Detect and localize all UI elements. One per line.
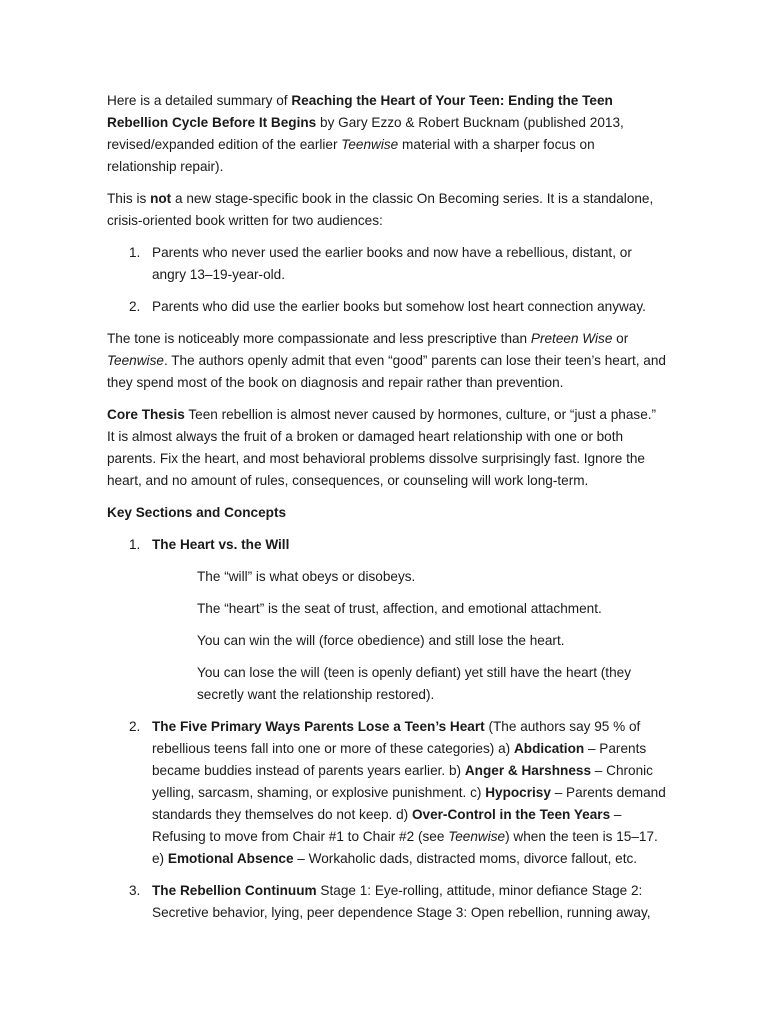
category-label: Over-Control in the Teen Years bbox=[411, 807, 611, 822]
list-number: 2. bbox=[129, 719, 141, 734]
section-rebellion-continuum bbox=[107, 880, 667, 924]
category-label: Emotional Absence bbox=[167, 851, 294, 866]
sub-points bbox=[152, 566, 667, 706]
para3-or: or bbox=[612, 331, 629, 346]
list-number: 1. bbox=[129, 537, 141, 552]
book-title: Reaching the Heart of Your Teen: Ending the Teen Rebellion Cycle Before It Begins bbox=[107, 93, 613, 130]
list-item bbox=[107, 296, 667, 318]
intro-mid: by Gary Ezzo & Robert Bucknam (published 2013, revised/expanded edition of the earlier bbox=[107, 115, 624, 152]
sub-point: You can lose the will (teen is openly defiant) yet still have the heart (they secretly want the relationship restored). bbox=[197, 665, 631, 702]
sub-point: The “will” is what obeys or disobeys. bbox=[197, 569, 416, 584]
list-number: 3. bbox=[129, 883, 141, 898]
core-thesis-label: Core Thesis bbox=[107, 407, 185, 422]
sections-list bbox=[107, 534, 667, 924]
intro-prefix: Here is a detailed summary of bbox=[107, 93, 292, 108]
section-title: The Rebellion Continuum bbox=[152, 883, 317, 898]
teenwise-title: Teenwise bbox=[341, 137, 399, 152]
preteen-wise-title: Preteen Wise bbox=[530, 331, 613, 346]
core-thesis-paragraph bbox=[107, 404, 667, 492]
category-text: – Workaholic dads, distracted moms, divorce fallout, etc. bbox=[293, 851, 638, 866]
not-emphasis: not bbox=[150, 191, 172, 206]
category-text: – Refusing to move from Chair #1 to Chair #2 (see bbox=[152, 807, 622, 844]
section-intro: (The authors say 95 % of rebellious teens fall into one or more of these categories) a) bbox=[152, 719, 641, 756]
sub-point: You can win the will (force obedience) and still lose the heart. bbox=[197, 633, 565, 648]
category-text: – Parents became buddies instead of parents years earlier. b) bbox=[152, 741, 647, 778]
category-text: ) when the teen is 15–17. e) bbox=[152, 829, 658, 866]
para2-prefix: This is bbox=[107, 191, 151, 206]
list-item bbox=[107, 242, 667, 286]
para3-prefix: The tone is noticeably more compassionate and less prescriptive than bbox=[107, 331, 531, 346]
category-label: Anger & Harshness bbox=[464, 763, 592, 778]
teenwise-title: Teenwise bbox=[107, 353, 164, 368]
category-label: Hypocrisy bbox=[485, 785, 551, 800]
section-heart-vs-will bbox=[107, 534, 667, 706]
para3-suffix: . The authors openly admit that even “good” parents can lose their teen’s heart, and they spend most of the book on diagnosis and repair rather than prevention. bbox=[107, 353, 666, 390]
core-thesis-text: Teen rebellion is almost never caused by hormones, culture, or “just a phase.” It is almost always the fruit of a broken or damaged heart relationship with one or both parents. Fix the heart, and most behavioral problems dissolve surprisingly fast. Ignore the heart, and no amount of rules, consequences, or counseling will work long-term. bbox=[107, 407, 657, 488]
list-number: 2. bbox=[129, 299, 141, 314]
category-text: – Parents demand standards they themselves do not keep. d) bbox=[152, 785, 666, 822]
audience-paragraph bbox=[107, 188, 667, 232]
section-five-ways bbox=[107, 716, 667, 870]
list-item-text: Parents who never used the earlier books and now have a rebellious, distant, or angry 13–19-year-old. bbox=[152, 245, 632, 282]
section-text: Stage 1: Eye-rolling, attitude, minor defiance Stage 2: Secretive behavior, lying, peer dependence Stage 3: Open rebellion, running away, bbox=[152, 883, 651, 920]
teenwise-title: Teenwise bbox=[448, 829, 506, 844]
key-sections-heading: Key Sections and Concepts bbox=[107, 505, 287, 520]
intro-suffix: material with a sharper focus on relationship repair). bbox=[107, 137, 595, 174]
section-title: The Five Primary Ways Parents Lose a Teen’s Heart bbox=[152, 719, 485, 734]
list-number: 1. bbox=[129, 245, 141, 260]
category-text: – Chronic yelling, sarcasm, shaming, or explosive punishment. c) bbox=[152, 763, 653, 800]
tone-paragraph bbox=[107, 328, 667, 394]
para2-suffix: a new stage-specific book in the classic On Becoming series. It is a standalone, crisis-oriented book written for two audiences: bbox=[107, 191, 654, 228]
category-label: Abdication bbox=[513, 741, 585, 756]
list-item-text: Parents who did use the earlier books but somehow lost heart connection anyway. bbox=[152, 299, 646, 314]
intro-paragraph bbox=[107, 90, 667, 178]
audience-list bbox=[107, 242, 667, 318]
section-title: The Heart vs. the Will bbox=[152, 537, 290, 552]
document-page bbox=[107, 90, 667, 934]
sub-point: The “heart” is the seat of trust, affection, and emotional attachment. bbox=[197, 601, 602, 616]
